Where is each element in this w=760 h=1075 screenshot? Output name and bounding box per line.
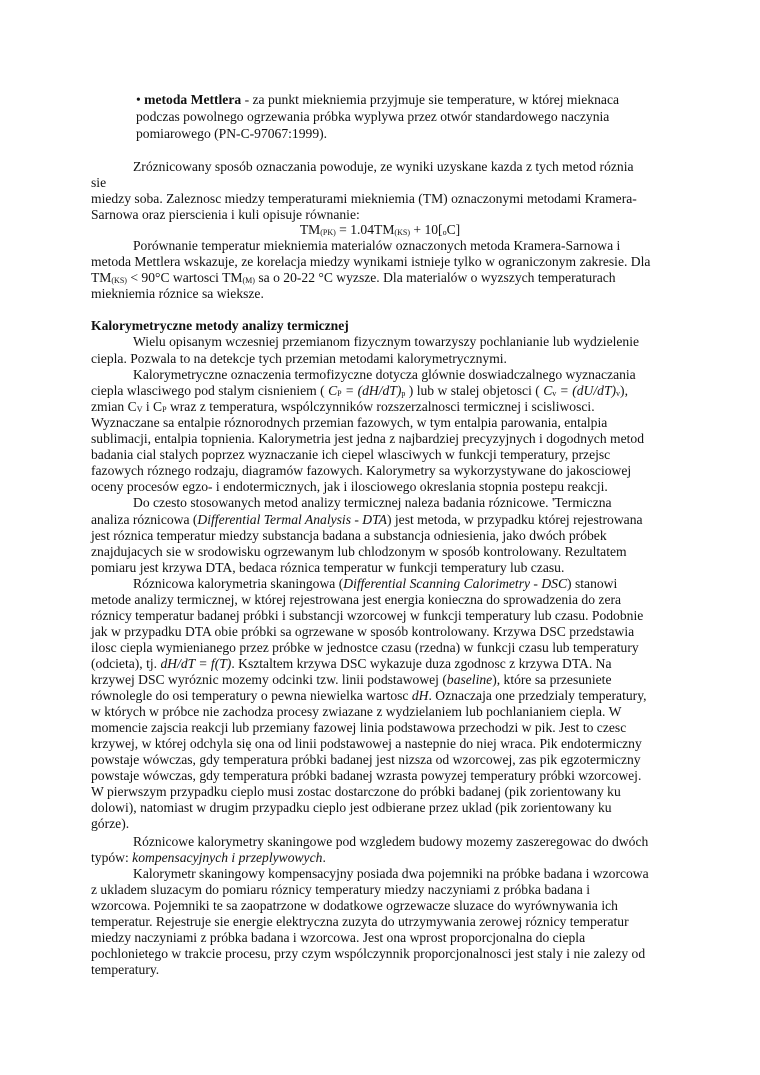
text-span: zmian C bbox=[91, 399, 137, 414]
eq-part: + 10[ bbox=[409, 222, 443, 237]
s-p6-line-4: temperatur. Rejestruje sie energie elektryczna zuzyta do utrzymywania zerowej róznicy temperatur bbox=[91, 914, 629, 929]
para1-line-3: miedzy soba. Zaleznosc miedzy temperaturami miekniemia (TM) oznaczonymi metodami Kramera- bbox=[91, 191, 637, 206]
s-p1-line-1: Wielu opisanym wczesniej przemianom fizycznym towarzyszy pochlanianie lub wydzielenie bbox=[133, 334, 640, 349]
para1-line-2: sie bbox=[91, 175, 107, 190]
text-span: wraz z temperatura, wspólczynników rozszerzalnosci termicznej i scisliwosci. bbox=[166, 399, 595, 414]
eq-part: TM bbox=[299, 222, 321, 237]
sub: P bbox=[337, 389, 342, 398]
italic: Differential Scanning Calorimetry - DSC bbox=[343, 576, 568, 591]
text-span: analiza róznicowa ( bbox=[91, 512, 198, 527]
text-span: sa o 20-22 °C wyzsze. Dla materialów o wyzszych temperaturach bbox=[254, 270, 616, 285]
s-p4-line-14: W pierwszym przypadku cieplo musi zostac dostarczone do próbki badanej (pik zorientowany ku bbox=[91, 784, 621, 799]
text-span: ), bbox=[620, 383, 628, 398]
s-p4-line-15: dolowi), natomiast w drugim przypadku cieplo jest odbierane przez uklad (pik zorientowany ku bbox=[91, 800, 612, 815]
s-p3-line-4: znajdujacych sie w srodowisku ogrzewanym lub chlodzonym w sposób kontrolowany. Rezultatem bbox=[91, 544, 627, 559]
s-p6-line-1: Kalorymetr skaningowy kompensacyjny posiada dwa pojemniki na próbke badana i wzorcowa bbox=[133, 866, 649, 881]
text-span: ), które sa przesuniete bbox=[492, 672, 612, 687]
text-span: typów: bbox=[91, 850, 133, 865]
text-span: TM bbox=[91, 270, 112, 285]
italic: = (dH/dT) bbox=[341, 383, 402, 398]
eq-sub: (KS) bbox=[394, 228, 410, 237]
para2-line-1: Porównanie temperatur miekniemia materialów oznaczonych metoda Kramera-Sarnowa i bbox=[133, 238, 621, 253]
mettler-term: metoda Mettlera bbox=[144, 92, 242, 107]
sub: p bbox=[401, 389, 406, 398]
s-p4-line-2: metode analizy termicznej, w której rejestrowana jest energia konieczna do sprowadzenia do zera bbox=[91, 592, 622, 607]
s-p4-line-3: róznicy temperatur badanej próbki i substancji wzorcowej w funkcji temperatury lub czasu. Podobnie bbox=[91, 608, 644, 623]
s-p2-line-4: Wyznaczane sa entalpie róznorodnych przemian fazowych, w tym entalpia parowania, entalpia bbox=[91, 415, 608, 430]
italic: kompensacyjnych i przeplywowych bbox=[132, 850, 323, 865]
s-p2-line-3 bbox=[91, 398, 595, 416]
s-p2-line-6: badania cial stalych poprzez wyznaczanie ich ciepel wlasciwych w funkcji temperatury, przejsc bbox=[91, 447, 611, 462]
text-span: i C bbox=[142, 399, 163, 414]
italic: baseline bbox=[446, 672, 493, 687]
s-p4-line-13: powstaje wówczas, gdy temperatura próbki badanej wzrasta powyzej temperatury próbki wzorcowej. bbox=[91, 768, 642, 783]
text-span: krzywej DSC wyróznic mozemy odcinki tzw. linii podstawowej ( bbox=[91, 672, 447, 687]
s-p4-line-8 bbox=[91, 687, 647, 705]
s-p5-line-2 bbox=[91, 849, 326, 867]
heading-text: Kalorymetryczne metody analizy termicznej bbox=[91, 318, 349, 333]
s-p2-line-5: sublimacji, entalpia topnienia. Kalorymetria jest jedna z najbardziej precyzyjnych i dogodnych metod bbox=[91, 431, 645, 446]
s-p4-line-5: ilosc ciepla wymienianego przez próbke w jednostce czasu (rzedna) w funkcji czasu lub temperatury bbox=[91, 640, 639, 655]
italic: dH bbox=[411, 688, 429, 703]
sub: (M) bbox=[242, 276, 255, 285]
s-p4-line-10: momencie zajscia reakcji lub przemiany fazowej linia podstawowa przechodzi w pik. Jest to czesc bbox=[91, 720, 627, 735]
italic: dH/dT = f(T) bbox=[160, 656, 232, 671]
s-p4-line-9: w których w próbce nie zachodza procesy zwiazane z wydzielaniem lub pochlanianiem ciepla. W bbox=[91, 704, 622, 719]
s-p4-line-11: krzywej, w której odchyla się ona od linii podstawowej a nastepnie do niej wraca. Pik endotermiczny bbox=[91, 736, 642, 751]
para2-line-2: metoda Mettlera wskazuje, ze korelacja miedzy wynikami istnieje tylko w ograniczonym zakresie. Dla bbox=[91, 254, 651, 269]
text-span: Róznicowa kalorymetria skaningowa ( bbox=[133, 576, 344, 591]
s-p4-line-16: górze). bbox=[91, 816, 130, 831]
text-span: . Ksztaltem krzywa DSC wykazuje duza zgodnosc z krzywa DTA. Na bbox=[231, 656, 612, 671]
equation bbox=[0, 221, 760, 239]
mettler-line-1 bbox=[136, 91, 619, 109]
s-p5-line-1: Róznicowe kalorymetry skaningowe pod wzgledem budowy mozemy zaszeregowac do dwóch bbox=[133, 834, 649, 849]
bullet: • bbox=[136, 92, 141, 107]
text-span: . bbox=[322, 850, 326, 865]
text-span: < 90°C wartosci TM bbox=[126, 270, 243, 285]
s-p3-line-5: pomiaru jest krzywa DTA, bedaca róznica temperatur w funkcji temperatury lub czasu. bbox=[91, 560, 565, 575]
eq-part: C] bbox=[446, 222, 461, 237]
s-p4-line-1 bbox=[133, 575, 617, 593]
s-p2-line-2 bbox=[91, 382, 628, 400]
text-span: ) lub w stalej objetosci ( bbox=[405, 383, 544, 398]
s-p4-line-4: jak w przypadku DTA obie próbki sa ogrzewane w sposób kontrolowany. Krzywa DSC przedstawia bbox=[91, 624, 635, 639]
text-span: . Oznaczaja one przedzialy temperatury, bbox=[428, 688, 647, 703]
sub: (KS) bbox=[111, 276, 127, 285]
eq-part: = 1.04TM bbox=[335, 222, 395, 237]
text-span: ciepla wlasciwego pod stalym cisnieniem ( bbox=[91, 383, 329, 398]
s-p6-line-5: miedzy naczyniami z próbka badana i wzorcowa. Jest ona wprost proporcjonalna do ciepla bbox=[91, 930, 586, 945]
s-p1-line-2: ciepla. Pozwala to na detekcje tych przemian metodami kalorymetrycznymi. bbox=[91, 351, 507, 366]
s-p4-line-6 bbox=[91, 655, 612, 673]
s-p3-line-3: jest róznica temperatur miedzy substancja badana a substancja odniesienia, jako dwóch próbek bbox=[91, 528, 607, 543]
text-span: (odcieta), tj. bbox=[91, 656, 161, 671]
s-p6-line-2: z ukladem sluzacym do pomiaru róznicy temperatury miedzy naczyniami z próbka badana i bbox=[91, 882, 590, 897]
text-span: - za punkt miekniemia przyjmuje sie temperature, w której mieknaca bbox=[241, 92, 620, 107]
italic: C bbox=[328, 383, 338, 398]
italic: C bbox=[543, 383, 553, 398]
s-p6-line-7: temperatury. bbox=[91, 962, 160, 977]
text-span: ) jest metoda, w przypadku której rejestrowana bbox=[386, 512, 643, 527]
italic: = (dU/dT) bbox=[556, 383, 617, 398]
mettler-line-3: pomiarowego (PN-C-97067:1999). bbox=[136, 126, 328, 141]
italic: Differential Termal Analysis - DTA bbox=[197, 512, 387, 527]
eq-sub: (PK) bbox=[320, 228, 336, 237]
sub: V bbox=[136, 405, 143, 414]
s-p6-line-6: pochlonietego w trakcie procesu, przy czym wspólczynnik proporcjonalnosci jest staly i nie zalezy od bbox=[91, 946, 646, 961]
para2-line-3 bbox=[91, 269, 616, 287]
s-p3-line-1: Do czesto stosowanych metod analizy termicznej naleza badania róznicowe. 'Termiczna bbox=[133, 495, 612, 510]
sub: P bbox=[162, 405, 167, 414]
para1-line-1: Zróznicowany sposób oznaczania powoduje, ze wyniki uzyskane kazda z tych metod róznia bbox=[133, 159, 634, 174]
text-span: ) stanowi bbox=[567, 576, 618, 591]
text-span: równolegle do osi temperatury o pewna niewielka wartosc bbox=[91, 688, 412, 703]
s-p4-line-7 bbox=[91, 671, 611, 689]
para1-line-4: Sarnowa oraz pierscienia i kuli opisuje równanie: bbox=[91, 207, 360, 222]
para2-line-4: miekniemia róznice sa wieksze. bbox=[91, 286, 264, 301]
section-heading bbox=[91, 317, 349, 335]
s-p2-line-8: oceny procesów egzo- i endotermicznych, jak i ilosciowego okreslania stopnia postepu reakcji. bbox=[91, 479, 608, 494]
s-p4-line-12: powstaje wówczas, gdy temperatura próbki badanej jest nizsza od wzorcowej, zas pik egzotermiczny bbox=[91, 752, 641, 767]
s-p3-line-2 bbox=[91, 511, 643, 529]
mettler-line-2: podczas powolnego ogrzewania próbka wyplywa przez otwór standardowego naczynia bbox=[136, 109, 610, 124]
sub: v bbox=[552, 389, 557, 398]
s-p6-line-3: wzorcowa. Pojemniki te sa zaopatrzone w dodatkowe ogrzewacze sluzace do wyrównywania ich bbox=[91, 898, 618, 913]
s-p2-line-1: Kalorymetryczne oznaczenia termofizyczne dotycza glównie doswiadczalnego wyznaczania bbox=[133, 367, 636, 382]
sub: v bbox=[616, 389, 621, 398]
s-p2-line-7: fazowych róznego rodzaju, diagramów fazowych. Kalorymetry sa wykorzystywane do jakosciowej bbox=[91, 463, 632, 478]
eq-sub: o bbox=[442, 228, 447, 237]
